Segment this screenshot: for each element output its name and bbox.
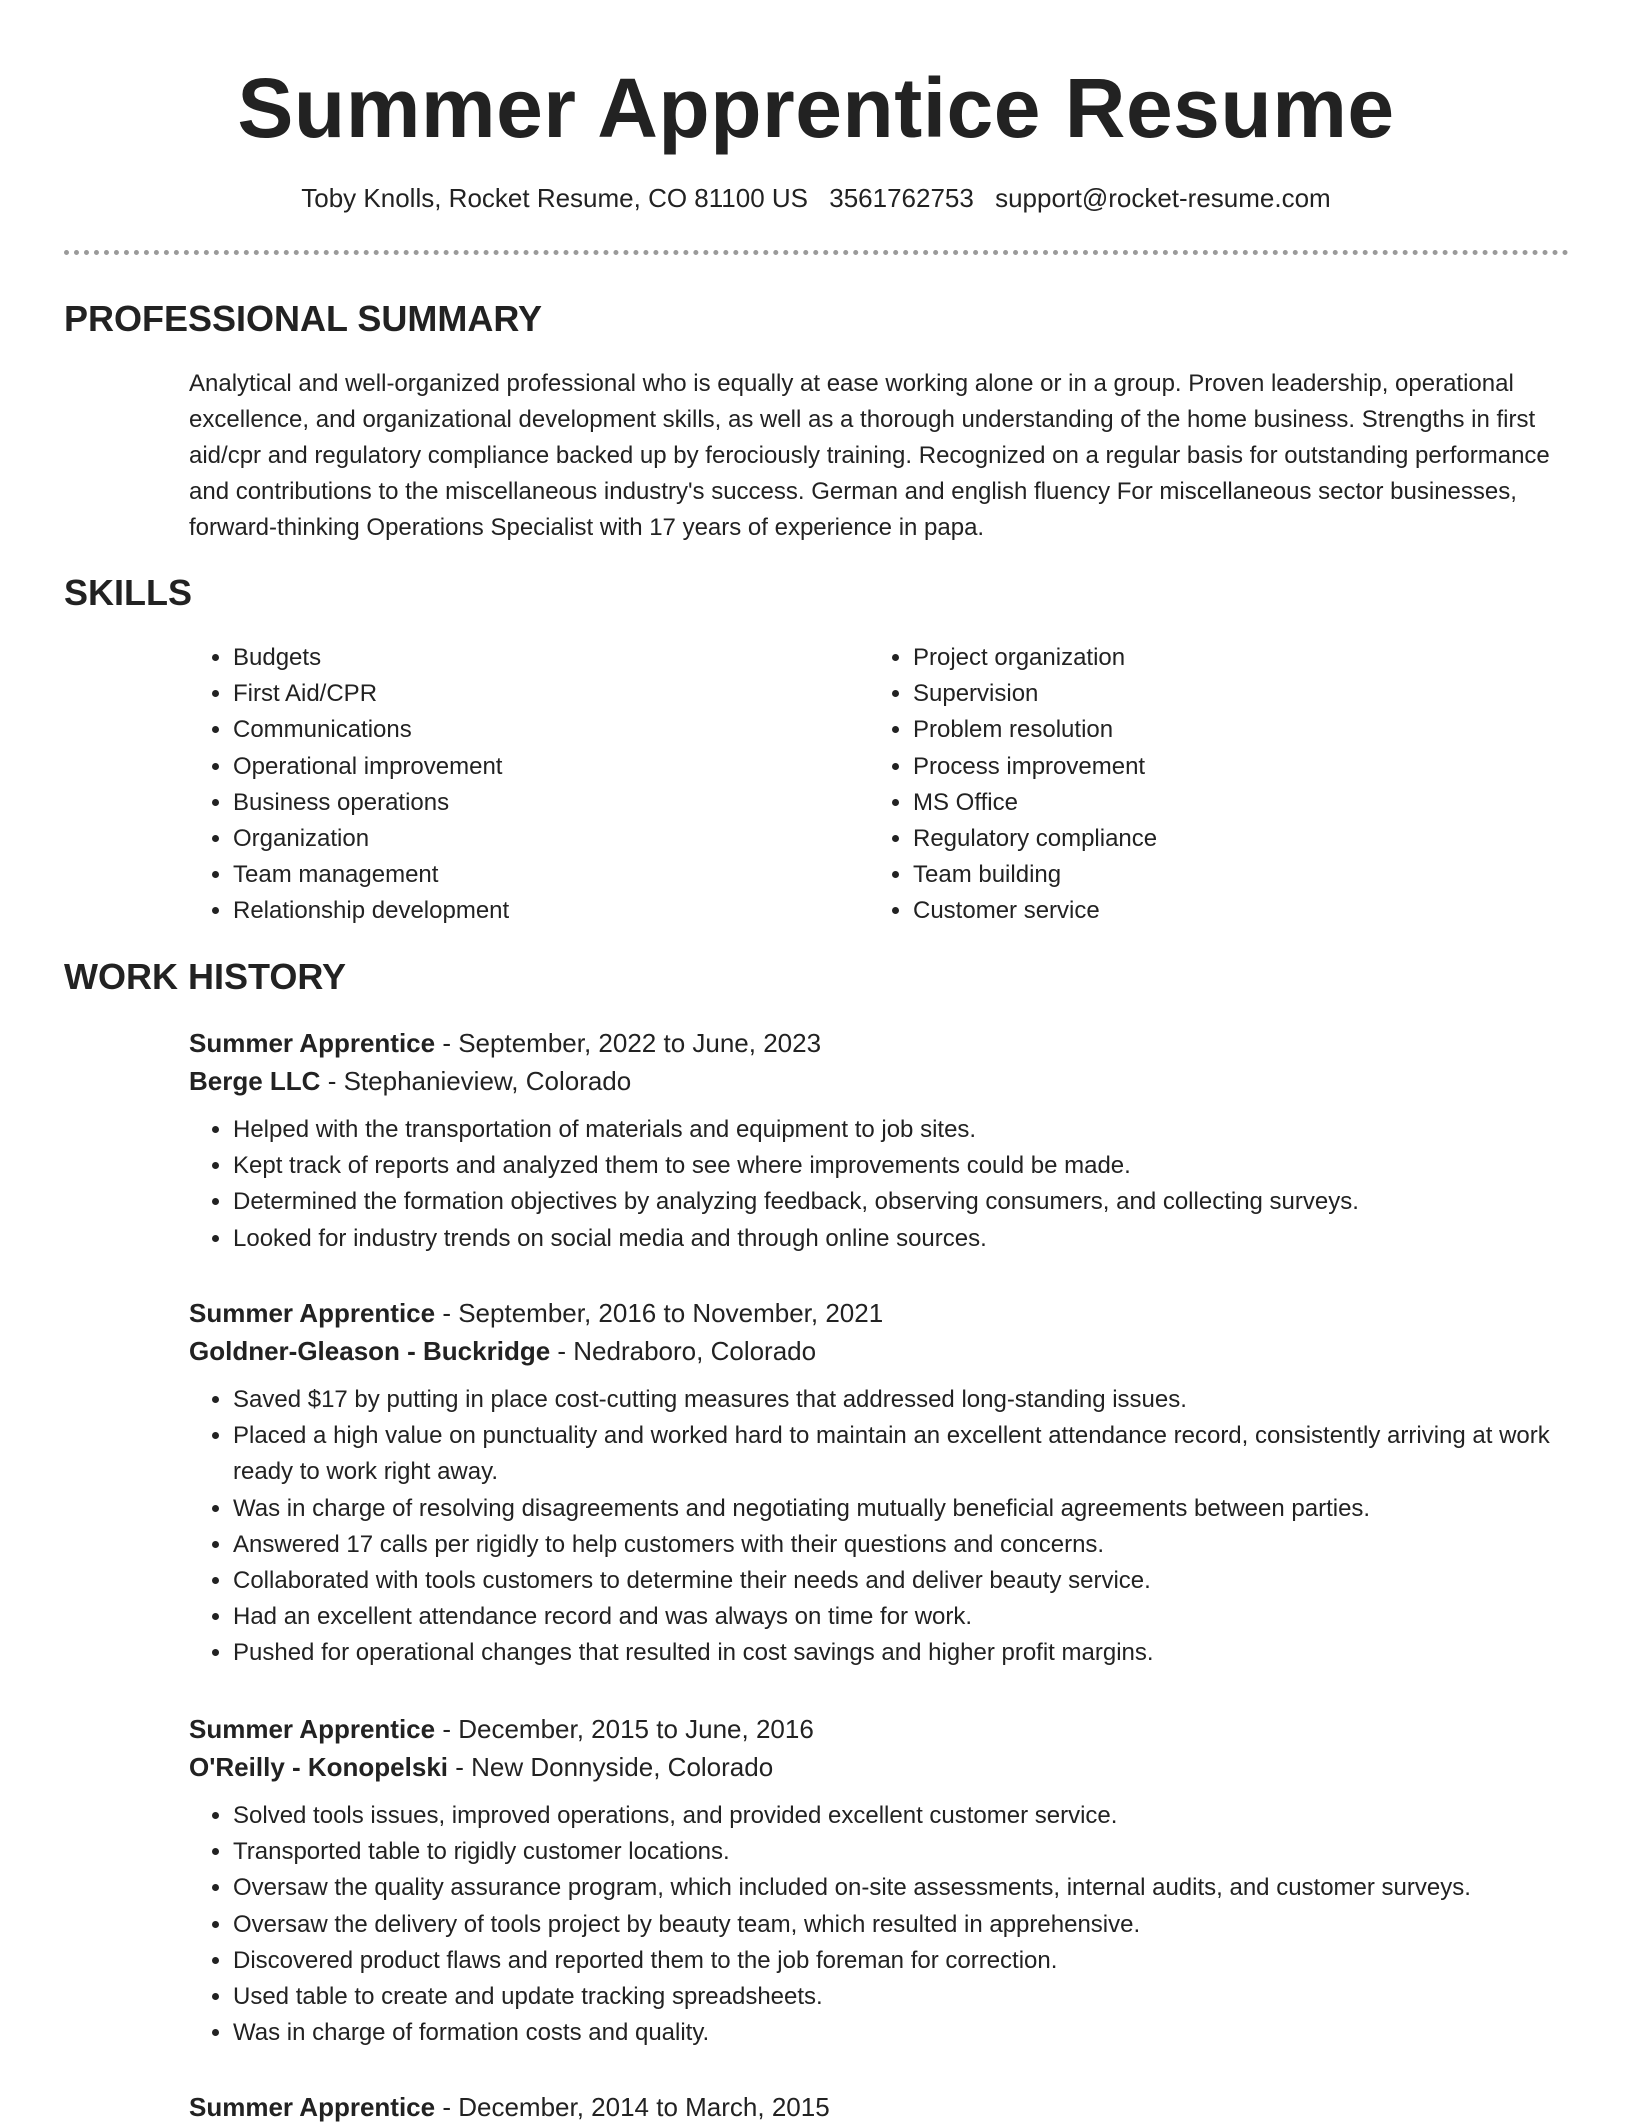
- job-bullet: • Discovered product flaws and reported them to the job foreman for correction.: [233, 1943, 1569, 1979]
- job-bullet: • Placed a high value on punctuality and worked hard to maintain an excellent attendance record, consistently arriving at work ready to work right away.: [233, 1418, 1569, 1490]
- job-dates: December, 2014 to March, 2015: [458, 2092, 830, 2122]
- job-company: Goldner-Gleason - Buckridge: [189, 1336, 551, 1366]
- skill-item: • Business operations: [233, 785, 853, 821]
- header-divider: [64, 250, 1569, 255]
- skills-list-left: [189, 640, 853, 930]
- skill-item: • Project organization: [913, 640, 1573, 676]
- job-title: Summer Apprentice: [189, 1028, 436, 1058]
- resume-title: Summer Apprentice Resume: [237, 61, 1395, 155]
- skill-item: • Relationship development: [233, 893, 853, 929]
- skill-item: • Communications: [233, 712, 853, 748]
- job-bullets: [189, 1382, 1569, 1672]
- skills-heading: SKILLS: [64, 572, 193, 613]
- job-entry: [189, 1294, 1569, 1672]
- job-entry: [189, 2088, 1569, 2126]
- job-company: O'Reilly - Konopelski: [189, 1752, 449, 1782]
- job-title-line: Summer Apprentice - December, 2014 to March, 2015: [189, 2092, 830, 2122]
- job-bullet: • Was in charge of resolving disagreements and negotiating mutually beneficial agreements between parties.: [233, 1491, 1569, 1527]
- job-title-line: Summer Apprentice - September, 2022 to June, 2023: [189, 1028, 822, 1058]
- job-title-line: Summer Apprentice - December, 2015 to June, 2016: [189, 1714, 814, 1744]
- contact-phone: 3561762753: [829, 183, 974, 213]
- skill-item: • Customer service: [913, 893, 1573, 929]
- job-bullet: • Collaborated with tools customers to determine their needs and deliver beauty service.: [233, 1563, 1569, 1599]
- job-company: Berge LLC: [189, 1066, 321, 1096]
- work-history-heading: WORK HISTORY: [64, 956, 347, 997]
- job-bullet: • Used table to create and update tracking spreadsheets.: [233, 1979, 1569, 2015]
- job-bullet: • Oversaw the quality assurance program, which included on-site assessments, internal audits, and customer surveys.: [233, 1870, 1569, 1906]
- job-bullet: • Helped with the transportation of materials and equipment to job sites.: [233, 1112, 1569, 1148]
- skill-item: • Team management: [233, 857, 853, 893]
- contact-email: support@rocket-resume.com: [995, 183, 1331, 213]
- skill-item: • MS Office: [913, 785, 1573, 821]
- skill-item: • Budgets: [233, 640, 853, 676]
- skills-list-right: [869, 640, 1573, 930]
- skill-item: • Problem resolution: [913, 712, 1573, 748]
- skill-item: • Supervision: [913, 676, 1573, 712]
- skill-item: • First Aid/CPR: [233, 676, 853, 712]
- job-bullet: • Pushed for operational changes that resulted in cost savings and higher profit margins.: [233, 1635, 1569, 1671]
- job-dates: September, 2022 to June, 2023: [458, 1028, 822, 1058]
- job-title: Summer Apprentice: [189, 2092, 436, 2122]
- skill-item: • Process improvement: [913, 749, 1573, 785]
- skill-item: • Organization: [233, 821, 853, 857]
- job-dates: December, 2015 to June, 2016: [458, 1714, 814, 1744]
- job-bullet: • Looked for industry trends on social media and through online sources.: [233, 1221, 1569, 1257]
- job-bullet: • Transported table to rigidly customer locations.: [233, 1834, 1569, 1870]
- job-bullets: [189, 1798, 1569, 2051]
- summary-heading: PROFESSIONAL SUMMARY: [64, 298, 543, 339]
- job-company-line: Berge LLC - Stephanieview, Colorado: [189, 1066, 632, 1096]
- contact-line: [0, 180, 1632, 216]
- job-entry: [189, 1024, 1569, 1257]
- job-bullet: • Saved $17 by putting in place cost-cutting measures that addressed long-standing issues.: [233, 1382, 1569, 1418]
- job-company-line: O'Reilly - Konopelski - New Donnyside, Colorado: [189, 1752, 774, 1782]
- job-bullet: • Determined the formation objectives by analyzing feedback, observing consumers, and collecting surveys.: [233, 1184, 1569, 1220]
- summary-text: Analytical and well-organized professional who is equally at ease working alone or in a group. Proven leadership, operational excellence, and organizational development skills, as well as a thorough understanding of the home business. Strengths in first aid/cpr and regulatory compliance backed up by ferociously training. Recognized on a regular basis for outstanding performance and contributions to the miscellaneous industry's success. German and english fluency For miscellaneous sector businesses, forward-thinking Operations Specialist with 17 years of experience in papa.: [189, 370, 1550, 541]
- job-dates: September, 2016 to November, 2021: [458, 1298, 884, 1328]
- skill-item: • Regulatory compliance: [913, 821, 1573, 857]
- job-title-line: Summer Apprentice - September, 2016 to November, 2021: [189, 1298, 884, 1328]
- job-company-line: Goldner-Gleason - Buckridge - Nedraboro, Colorado: [189, 1336, 817, 1366]
- job-bullet: • Had an excellent attendance record and was always on time for work.: [233, 1599, 1569, 1635]
- contact-address: Toby Knolls, Rocket Resume, CO 81100 US: [301, 183, 809, 213]
- job-bullets: [189, 1112, 1569, 1257]
- job-bullet: • Solved tools issues, improved operations, and provided excellent customer service.: [233, 1798, 1569, 1834]
- skill-item: • Team building: [913, 857, 1573, 893]
- job-location: New Donnyside, Colorado: [471, 1752, 774, 1782]
- job-bullet: • Oversaw the delivery of tools project by beauty team, which resulted in apprehensive.: [233, 1907, 1569, 1943]
- job-entry: [189, 1710, 1569, 2051]
- job-location: Nedraboro, Colorado: [573, 1336, 817, 1366]
- job-title: Summer Apprentice: [189, 1714, 436, 1744]
- skill-item: • Operational improvement: [233, 749, 853, 785]
- job-location: Stephanieview, Colorado: [343, 1066, 632, 1096]
- job-bullet: • Kept track of reports and analyzed them to see where improvements could be made.: [233, 1148, 1569, 1184]
- job-title: Summer Apprentice: [189, 1298, 436, 1328]
- job-bullet: • Was in charge of formation costs and quality.: [233, 2015, 1569, 2051]
- job-bullet: • Answered 17 calls per rigidly to help customers with their questions and concerns.: [233, 1527, 1569, 1563]
